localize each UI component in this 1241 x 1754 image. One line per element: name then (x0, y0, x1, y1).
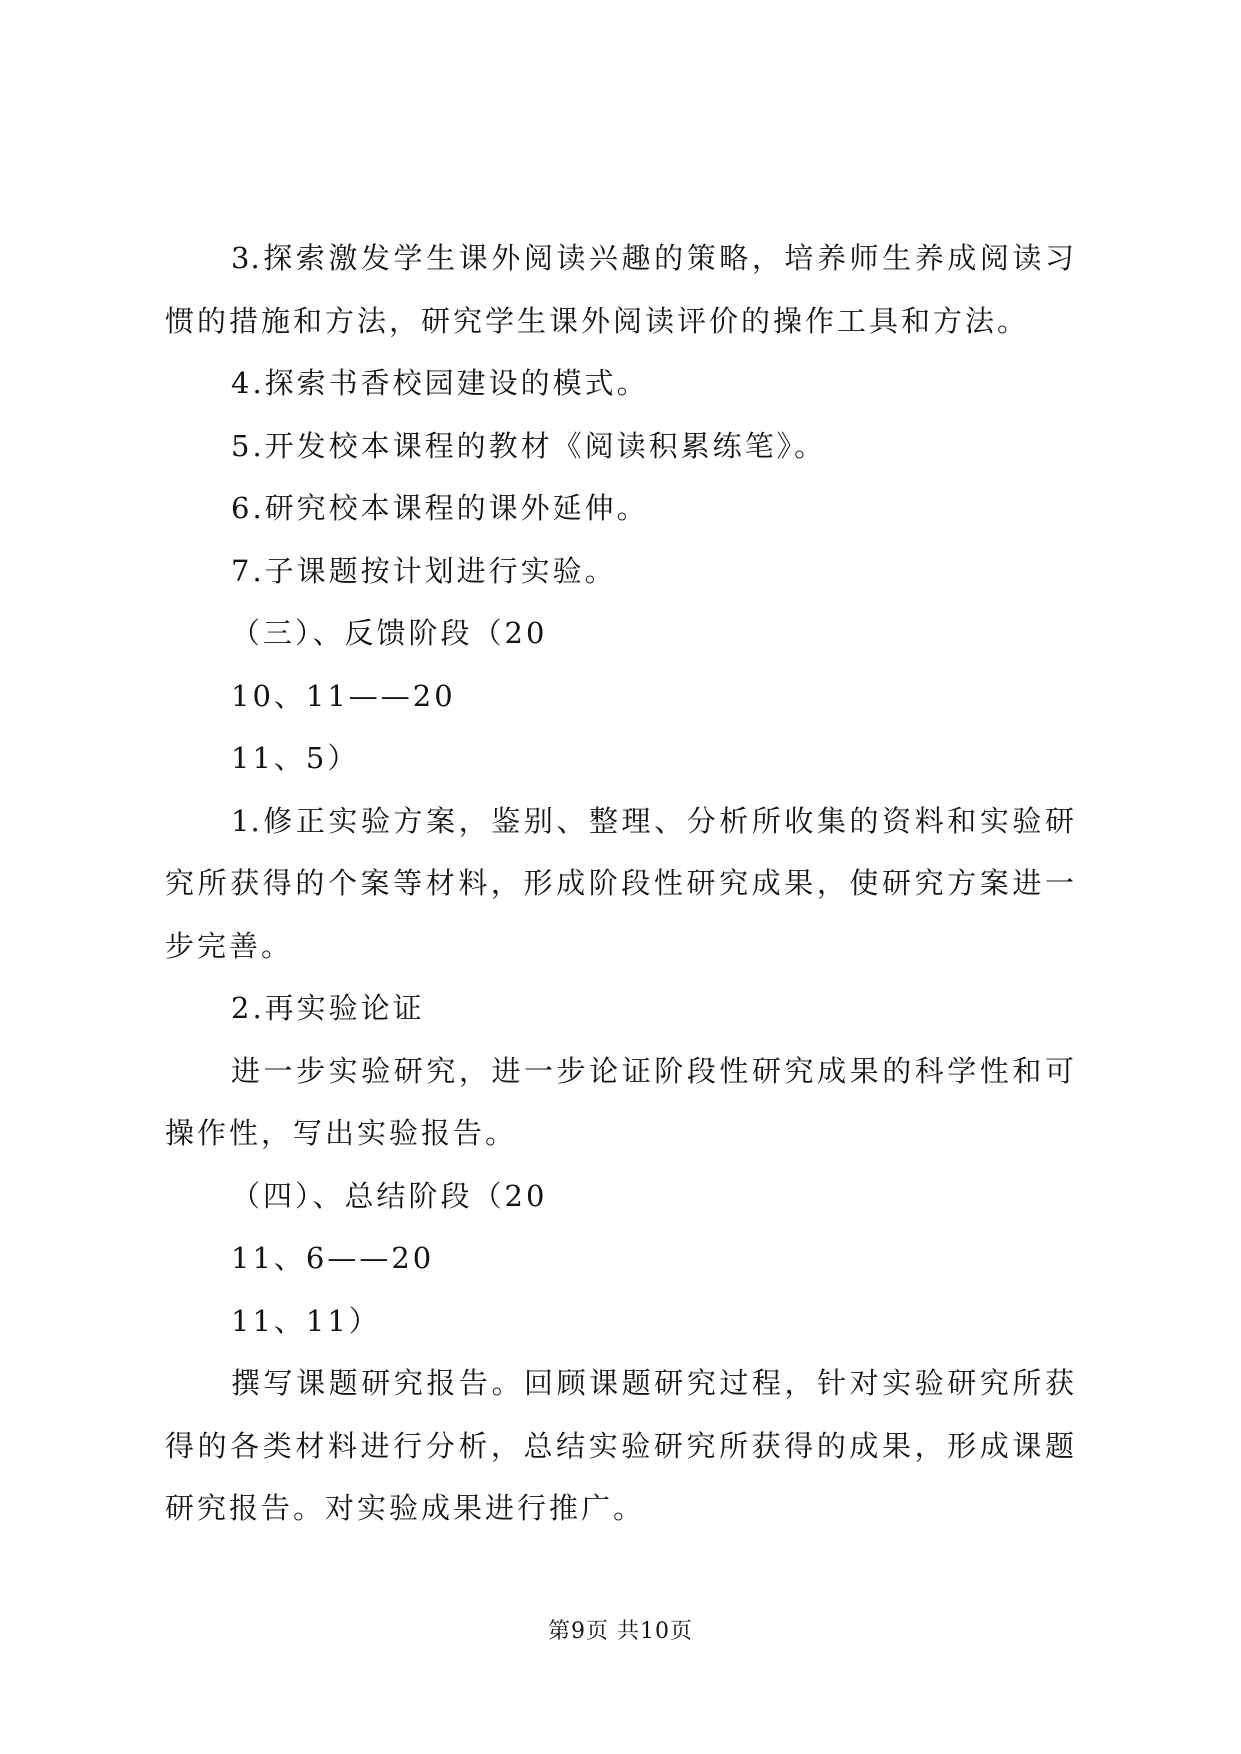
paragraph (165, 1040, 1075, 1165)
paragraph-line: 1.修正实验方案，鉴别、整理、分析所收集的资料和实验研 (231, 803, 1075, 838)
section-heading (165, 1165, 1075, 1228)
paragraph-line: 3.探索激发学生课外阅读兴趣的策略，培养师生养成阅读习 (231, 241, 1075, 275)
paragraph-line: 7.子课题按计划进行实验。 (231, 553, 617, 588)
paragraph-line: 4.探索书香校园建设的模式。 (231, 366, 649, 400)
paragraph (165, 227, 1075, 352)
paragraph-line: 进一步实验研究，进一步论证阶段性研究成果的科学性和可 (231, 1053, 1075, 1088)
paragraph-line: 惯的措施和方法，研究学生课外阅读评价的操作工具和方法。 (165, 303, 1030, 338)
paragraph-line: （四）、总结阶段（20 (231, 1178, 548, 1213)
paragraph-line: 2.再实验论证 (231, 991, 425, 1025)
paragraph (165, 477, 1075, 540)
paragraph (165, 540, 1075, 603)
paragraph-line: 10、11——20 (231, 678, 456, 713)
paragraph-line: 究所获得的个案等材料，形成阶段性研究成果，使研究方案进一 (165, 866, 1075, 900)
paragraph-line: （三）、反馈阶段（20 (231, 616, 548, 650)
paragraph (165, 352, 1075, 415)
paragraph-line: 操作性，写出实验报告。 (165, 1116, 518, 1150)
paragraph (165, 1352, 1075, 1540)
paragraph (165, 790, 1075, 978)
document-body (165, 227, 1075, 1540)
paragraph-line: 5.开发校本课程的教材《阅读积累练笔》。 (231, 428, 827, 463)
paragraph (165, 977, 1075, 1040)
paragraph (165, 727, 1075, 790)
page-number-footer: 第9页 共10页 (548, 1619, 693, 1644)
paragraph-line: 得的各类材料进行分析，总结实验研究所获得的成果，形成课题 (165, 1428, 1075, 1463)
paragraph-line: 11、5） (231, 741, 360, 775)
paragraph (165, 1290, 1075, 1353)
paragraph-line: 步完善。 (165, 928, 294, 963)
paragraph-line: 11、11） (231, 1303, 381, 1338)
section-heading (165, 602, 1075, 665)
paragraph (165, 665, 1075, 728)
paragraph-line: 6.研究校本课程的课外延伸。 (231, 491, 649, 525)
paragraph-line: 研究报告。对实验成果进行推广。 (165, 1491, 646, 1525)
paragraph (165, 1227, 1075, 1290)
paragraph-line: 11、6——20 (231, 1241, 435, 1275)
paragraph-line: 撰写课题研究报告。回顾课题研究过程，针对实验研究所获 (231, 1366, 1075, 1400)
paragraph (165, 415, 1075, 478)
